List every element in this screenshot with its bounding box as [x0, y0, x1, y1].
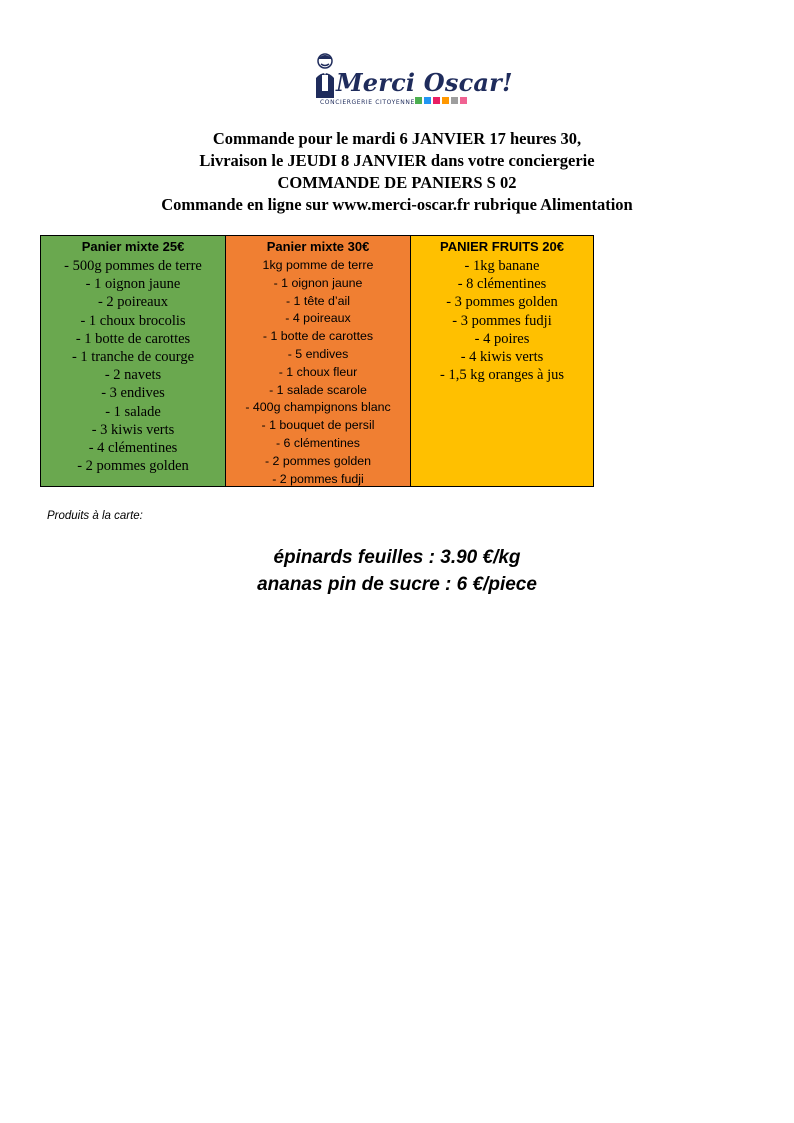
basket-item: - 1 choux fleur — [278, 364, 358, 379]
basket-item: - 1,5 kg oranges à jus — [439, 367, 565, 384]
basket-mixte-25 — [40, 235, 226, 487]
basket-item: - 4 poires — [474, 330, 530, 347]
basket-item: - 1 salade — [105, 403, 161, 420]
basket-item: - 8 clémentines — [457, 276, 547, 293]
heading-line-1: Commande pour le mardi 6 JANVIER 17 heures 30, — [212, 129, 582, 148]
basket-item: - 4 poireaux — [285, 311, 351, 326]
logo-wordmark: Merci Oscar! — [336, 68, 513, 97]
basket-item: - 6 clémentines — [275, 435, 361, 450]
basket-item: - 1 botte de carottes — [75, 330, 191, 347]
basket-item: - 2 poireaux — [97, 294, 169, 311]
basket-item: - 500g pommes de terre — [64, 258, 202, 274]
carte-items — [0, 544, 794, 598]
basket-item: - 3 kiwis verts — [91, 421, 175, 438]
carte-label: Produits à la carte: — [47, 510, 143, 522]
basket-item: - 1 oignon jaune — [85, 276, 181, 293]
basket-item: - 400g champignons blanc — [245, 400, 391, 415]
basket-item: - 2 pommes fudji — [272, 471, 364, 486]
carte-item: épinards feuilles : 3.90 €/kg — [273, 547, 521, 568]
logo-color-square — [424, 97, 431, 104]
carte-item: ananas pin de sucre : 6 €/piece — [257, 574, 537, 595]
logo-color-square — [415, 97, 422, 104]
basket-item: - 1 oignon jaune — [273, 275, 363, 290]
logo-color-square — [460, 97, 467, 104]
heading-line-4: Commande en ligne sur www.merci-oscar.fr rubrique Alimentation — [161, 195, 633, 214]
logo-color-square — [451, 97, 458, 104]
basket-item: - 4 clémentines — [88, 440, 178, 457]
heading-line-2: Livraison le JEUDI 8 JANVIER dans votre conciergerie — [199, 151, 595, 170]
basket-item: - 1 bouquet de persil — [261, 418, 375, 433]
basket-item: - 1 tranche de courge — [71, 349, 195, 366]
basket-item: - 2 navets — [104, 367, 162, 384]
logo-color-square — [433, 97, 440, 104]
basket-item: - 5 endives — [287, 346, 349, 361]
basket-item: - 2 pommes golden — [77, 458, 189, 475]
heading-line-3: COMMANDE DE PANIERS S 02 — [277, 173, 517, 192]
basket-item: - 1 choux brocolis — [80, 312, 186, 329]
logo-color-squares — [415, 97, 467, 104]
basket-item: - 3 endives — [101, 385, 165, 402]
basket-title: PANIER FRUITS 20€ — [439, 239, 564, 254]
basket-item: - 1 botte de carottes — [262, 329, 374, 344]
basket-title: Panier mixte 30€ — [266, 239, 370, 254]
basket-item: - 4 kiwis verts — [460, 349, 544, 366]
basket-item: - 3 pommes golden — [446, 294, 558, 311]
basket-item: - 2 pommes golden — [264, 453, 372, 468]
basket-item: - 1 salade scarole — [269, 382, 367, 397]
baskets-table — [40, 235, 594, 487]
logo-color-square — [442, 97, 449, 104]
basket-mixte-30 — [226, 235, 411, 487]
basket-item: - 1 tête d’ail — [285, 293, 351, 308]
basket-item: - 1kg banane — [464, 258, 540, 274]
basket-title: Panier mixte 25€ — [81, 239, 185, 254]
basket-item: 1kg pomme de terre — [262, 258, 374, 272]
logo-tagline: CONCIERGERIE CITOYENNE — [320, 99, 415, 106]
basket-fruits-20 — [411, 235, 594, 487]
order-heading — [0, 128, 794, 216]
basket-item: - 3 pommes fudji — [452, 312, 552, 329]
